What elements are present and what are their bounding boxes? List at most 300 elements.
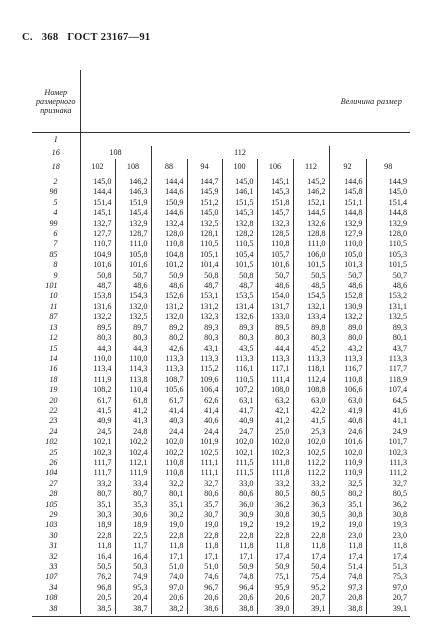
value-cell: 151,4 bbox=[388, 197, 408, 207]
feature-number: 23 bbox=[32, 416, 80, 426]
value-cell: 19,2 bbox=[222, 520, 257, 530]
table-row bbox=[32, 552, 410, 562]
value-cell: 63,1 bbox=[222, 396, 257, 406]
value-cell: 80,0 bbox=[329, 333, 366, 343]
feature-number: 30 bbox=[32, 531, 80, 541]
value-cell: 89,7 bbox=[115, 323, 151, 333]
value-cell: 146,1 bbox=[222, 187, 257, 197]
table-row bbox=[32, 510, 410, 520]
value-cell: 106,0 bbox=[293, 250, 329, 260]
value-cell: 22,8 bbox=[151, 531, 187, 541]
value-cell: 111,8 bbox=[257, 468, 293, 478]
value-cell: 110,8 bbox=[151, 468, 187, 478]
value-cell: 127,9 bbox=[329, 229, 366, 239]
header-line: размерного bbox=[35, 96, 76, 106]
value-cell: 41,3 bbox=[115, 416, 151, 426]
table-row bbox=[32, 385, 410, 395]
value-cell: 107,4 bbox=[388, 385, 408, 395]
value-cell: 144,5 bbox=[293, 208, 329, 218]
value-cell: 151,2 bbox=[187, 198, 222, 208]
size-code-header: 112 bbox=[293, 159, 329, 173]
table-row bbox=[32, 604, 410, 614]
value-cell: 80,3 bbox=[293, 333, 329, 343]
value-cell: 101,2 bbox=[151, 260, 187, 270]
value-cell: 144,8 bbox=[329, 208, 366, 218]
value-cell: 145,7 bbox=[257, 208, 293, 218]
table-row bbox=[32, 239, 410, 249]
value-cell: 102,4 bbox=[115, 448, 151, 458]
value-cell: 144,6 bbox=[151, 208, 187, 218]
feature-number: 10 bbox=[32, 291, 80, 301]
feature-number: 14 bbox=[32, 354, 80, 364]
table-row bbox=[32, 562, 410, 572]
value-cell: 22,8 bbox=[187, 531, 222, 541]
table-row bbox=[32, 173, 410, 187]
value-cell: 50,5 bbox=[80, 562, 115, 572]
value-cell: 48,7 bbox=[187, 281, 222, 291]
value-cell: 41,5 bbox=[293, 416, 329, 426]
value-cell: 41,9 bbox=[329, 406, 366, 416]
value-cell: 150,9 bbox=[151, 198, 187, 208]
value-cell: 153,1 bbox=[187, 291, 222, 301]
value-cell: 110,5 bbox=[222, 375, 257, 385]
value-cell: 110,9 bbox=[329, 458, 366, 468]
value-cell: 50,9 bbox=[222, 562, 257, 572]
value-cell: 80,7 bbox=[80, 489, 115, 499]
value-cell: 74,8 bbox=[329, 572, 366, 582]
value-cell: 113,3 bbox=[187, 354, 222, 364]
value-cell: 113,3 bbox=[293, 354, 329, 364]
value-cell: 41,5 bbox=[80, 406, 115, 416]
value-cell: 112,4 bbox=[293, 375, 329, 385]
value-cell: 132,4 bbox=[151, 219, 187, 229]
value-cell: 74,8 bbox=[222, 572, 257, 582]
value-cell: 144,4 bbox=[151, 173, 187, 187]
value-cell: 80,3 bbox=[257, 333, 293, 343]
value-cell: 112,2 bbox=[293, 468, 329, 478]
value-cell: 102,2 bbox=[115, 437, 151, 447]
table-row bbox=[32, 260, 410, 270]
value-cell: 128,0 bbox=[151, 229, 187, 239]
value-cell: 43,2 bbox=[329, 344, 366, 354]
value-cell: 89,8 bbox=[293, 323, 329, 333]
feature-number: 7 bbox=[32, 239, 80, 249]
value-cell: 80,3 bbox=[115, 333, 151, 343]
value-cell: 102,3 bbox=[80, 448, 115, 458]
value-cell: 61,7 bbox=[80, 396, 115, 406]
value-cell: 75,3 bbox=[392, 572, 408, 582]
value-cell: 127,7 bbox=[80, 229, 115, 239]
value-cell: 22,8 bbox=[222, 531, 257, 541]
value-cell: 11,8 bbox=[222, 541, 257, 551]
value-cell: 132,6 bbox=[293, 219, 329, 229]
value-cell: 102,5 bbox=[187, 448, 222, 458]
value-cell: 132,8 bbox=[222, 219, 257, 229]
value-cell: 102,0 bbox=[257, 437, 293, 447]
header-line: Номер bbox=[44, 87, 68, 97]
value-cell: 128,7 bbox=[115, 229, 151, 239]
value-cell: 61,7 bbox=[151, 396, 187, 406]
value-cell: 106,6 bbox=[329, 385, 366, 395]
value-cell: 24,5 bbox=[80, 427, 115, 437]
value-cell: 146,2 bbox=[293, 187, 329, 197]
value-cell: 19,2 bbox=[293, 520, 329, 530]
value-cell: 40,9 bbox=[80, 416, 115, 426]
value-cell: 63,0 bbox=[293, 396, 329, 406]
value-cell: 111,9 bbox=[115, 468, 151, 478]
value-cell: 22,8 bbox=[257, 531, 293, 541]
value-cell: 113,3 bbox=[257, 354, 293, 364]
value-cell: 39,0 bbox=[257, 604, 293, 614]
value-cell: 32,5 bbox=[329, 479, 366, 489]
value-cell: 132,7 bbox=[80, 219, 115, 229]
value-cell: 144,6 bbox=[329, 173, 366, 187]
value-cell: 16,4 bbox=[80, 552, 115, 562]
value-cell: 104,9 bbox=[80, 250, 115, 260]
value-cell: 41,1 bbox=[392, 416, 408, 426]
value-cell: 153,5 bbox=[222, 291, 257, 301]
size-code-header: 98 bbox=[384, 161, 393, 171]
value-cell: 41,2 bbox=[257, 416, 293, 426]
size-code-header: 100 bbox=[222, 159, 257, 173]
size-code-header: 88 bbox=[151, 159, 187, 173]
value-cell: 48,6 bbox=[329, 281, 366, 291]
value-cell: 19,0 bbox=[187, 520, 222, 530]
value-cell: 80,3 bbox=[187, 333, 222, 343]
value-cell: 145,0 bbox=[80, 173, 115, 187]
value-cell: 111,1 bbox=[187, 468, 222, 478]
value-cell: 32,7 bbox=[392, 478, 408, 488]
feature-number: 8 bbox=[32, 260, 80, 270]
value-cell: 38,7 bbox=[115, 604, 151, 614]
feature-number: 34 bbox=[32, 583, 80, 593]
value-cell: 110,0 bbox=[80, 354, 115, 364]
table-row bbox=[32, 198, 410, 208]
value-cell: 132,0 bbox=[115, 302, 151, 312]
value-cell: 19,3 bbox=[392, 520, 408, 530]
value-cell: 11,8 bbox=[151, 541, 187, 551]
feature-number: 20 bbox=[32, 396, 80, 406]
table-row bbox=[32, 406, 410, 416]
value-cell: 113,3 bbox=[388, 353, 408, 363]
first-column-header bbox=[32, 70, 80, 133]
table-row bbox=[32, 281, 410, 291]
table-row bbox=[32, 354, 410, 364]
table-row bbox=[32, 437, 410, 447]
value-cell: 154,5 bbox=[293, 291, 329, 301]
value-cell: 48,6 bbox=[392, 281, 408, 291]
value-cell: 51,0 bbox=[151, 562, 187, 572]
feature-number: 16 bbox=[32, 364, 80, 374]
table-row bbox=[32, 291, 410, 301]
value-cell: 110,0 bbox=[115, 354, 151, 364]
value-cell: 131,4 bbox=[222, 302, 257, 312]
value-cell: 51,0 bbox=[187, 562, 222, 572]
value-cell: 30,8 bbox=[329, 510, 366, 520]
value-cell: 36,0 bbox=[222, 500, 257, 510]
value-cell: 111,9 bbox=[80, 375, 115, 385]
value-cell: 50,7 bbox=[115, 271, 151, 281]
value-cell: 41,2 bbox=[115, 406, 151, 416]
value-cell: 102,0 bbox=[151, 437, 187, 447]
value-cell: 17,1 bbox=[151, 552, 187, 562]
value-cell: 18,9 bbox=[115, 520, 151, 530]
value-cell: 22,8 bbox=[293, 531, 329, 541]
value-cell: 40,6 bbox=[187, 416, 222, 426]
value-cell: 102,1 bbox=[80, 437, 115, 447]
value-cell: 113,3 bbox=[151, 354, 187, 364]
value-cell: 145,0 bbox=[187, 208, 222, 218]
value-cell: 89,0 bbox=[329, 323, 366, 333]
value-cell: 132,3 bbox=[257, 219, 293, 229]
value-cell: 89,3 bbox=[187, 323, 222, 333]
value-cell: 133,4 bbox=[293, 312, 329, 322]
value-cell: 11,8 bbox=[393, 541, 408, 551]
value-cell: 20,5 bbox=[80, 593, 115, 603]
value-cell: 111,4 bbox=[257, 375, 293, 385]
table-row bbox=[32, 344, 410, 354]
value-cell: 132,9 bbox=[388, 218, 408, 228]
value-cell: 48,6 bbox=[257, 281, 293, 291]
value-cell: 50,7 bbox=[329, 271, 366, 281]
value-cell: 19,0 bbox=[151, 520, 187, 530]
value-cell: 95,2 bbox=[293, 583, 329, 593]
value-cell: 111,8 bbox=[257, 458, 293, 468]
value-cell: 76,2 bbox=[80, 572, 115, 582]
value-cell: 80,5 bbox=[257, 489, 293, 499]
value-cell: 111,7 bbox=[80, 468, 115, 478]
value-cell: 30,5 bbox=[293, 510, 329, 520]
value-cell: 11,8 bbox=[257, 541, 293, 551]
value-cell: 30,2 bbox=[151, 510, 187, 520]
feature-number: 98 bbox=[32, 187, 80, 197]
value-cell: 80,1 bbox=[392, 333, 408, 343]
value-cell: 104,8 bbox=[151, 250, 187, 260]
table-row bbox=[32, 416, 410, 426]
value-cell: 20,6 bbox=[187, 593, 222, 603]
value-cell: 80,7 bbox=[115, 489, 151, 499]
blank-cell bbox=[80, 133, 410, 147]
value-cell: 128,2 bbox=[222, 229, 257, 239]
value-cell: 113,8 bbox=[115, 375, 151, 385]
value-cell: 102,0 bbox=[329, 448, 366, 458]
table-row bbox=[32, 500, 410, 510]
value-cell: 102,3 bbox=[257, 448, 293, 458]
value-cell: 36,3 bbox=[293, 500, 329, 510]
value-cell: 118,1 bbox=[293, 364, 329, 374]
value-cell: 25,3 bbox=[293, 427, 329, 437]
table-row-codes bbox=[32, 159, 410, 173]
value-cell: 145,4 bbox=[115, 208, 151, 218]
value-cell: 133,0 bbox=[257, 312, 293, 322]
value-cell: 128,8 bbox=[293, 229, 329, 239]
feature-number: 19 bbox=[32, 385, 80, 395]
value-cell: 102,1 bbox=[222, 448, 257, 458]
feature-number: 108 bbox=[32, 593, 80, 603]
value-cell: 35,1 bbox=[80, 500, 115, 510]
value-cell: 50,8 bbox=[187, 271, 222, 281]
value-cell: 19,0 bbox=[329, 520, 366, 530]
feature-number: 33 bbox=[32, 562, 80, 572]
value-cell: 80,5 bbox=[392, 489, 408, 499]
table-row bbox=[32, 572, 410, 582]
value-cell: 113,4 bbox=[80, 364, 115, 374]
value-cell: 131,1 bbox=[388, 301, 408, 311]
value-cell: 50,4 bbox=[293, 562, 329, 572]
value-cell: 110,8 bbox=[329, 375, 366, 385]
value-cell: 132,9 bbox=[115, 219, 151, 229]
value-cell: 95,9 bbox=[257, 583, 293, 593]
value-cell: 75,4 bbox=[293, 572, 329, 582]
code-row-label: 18 bbox=[32, 159, 80, 173]
value-cell: 89,3 bbox=[222, 323, 257, 333]
value-cell: 44,3 bbox=[115, 344, 151, 354]
value-cell: 61,8 bbox=[115, 396, 151, 406]
value-cell: 74,9 bbox=[115, 572, 151, 582]
feature-number: 101 bbox=[32, 281, 80, 291]
value-cell: 116,7 bbox=[329, 364, 366, 374]
table-row bbox=[32, 448, 410, 458]
value-cell: 145,8 bbox=[329, 187, 366, 197]
value-cell: 111,2 bbox=[389, 468, 408, 478]
value-cell: 39,1 bbox=[293, 604, 329, 614]
value-cell: 102,0 bbox=[293, 437, 329, 447]
value-cell: 107,2 bbox=[222, 385, 257, 395]
value-cell: 50,9 bbox=[151, 271, 187, 281]
value-cell: 35,1 bbox=[151, 500, 187, 510]
value-cell: 11,8 bbox=[187, 541, 222, 551]
rule-cell bbox=[32, 614, 410, 617]
value-cell: 96,7 bbox=[187, 583, 222, 593]
value-cell: 105,6 bbox=[151, 385, 187, 395]
table-row bbox=[32, 364, 410, 374]
table-row bbox=[32, 427, 410, 437]
feature-number: 9 bbox=[32, 271, 80, 281]
value-cell: 30,3 bbox=[80, 510, 115, 520]
value-cell: 40,9 bbox=[222, 416, 257, 426]
value-cell: 144,9 bbox=[388, 177, 408, 186]
page-number: 368 bbox=[41, 32, 59, 43]
value-cell: 16,4 bbox=[115, 552, 151, 562]
value-cell: 108,8 bbox=[293, 385, 329, 395]
value-cell: 41,7 bbox=[222, 406, 257, 416]
value-cell: 23,0 bbox=[392, 530, 408, 540]
feature-number: 87 bbox=[32, 312, 80, 322]
feature-number: 26 bbox=[32, 458, 80, 468]
value-cell: 101,3 bbox=[329, 260, 366, 270]
value-cell: 30,6 bbox=[115, 510, 151, 520]
value-cell: 50,5 bbox=[293, 271, 329, 281]
value-cell: 17,4 bbox=[329, 552, 366, 562]
value-cell: 153,8 bbox=[80, 291, 115, 301]
feature-number: 29 bbox=[32, 510, 80, 520]
feature-number: 103 bbox=[32, 520, 80, 530]
value-cell: 105,1 bbox=[187, 250, 222, 260]
value-cell: 17,1 bbox=[187, 552, 222, 562]
value-cell: 24,9 bbox=[392, 426, 408, 436]
value-cell: 113,3 bbox=[222, 354, 257, 364]
size-code-header: 106 bbox=[257, 159, 293, 173]
value-cell: 80,1 bbox=[151, 489, 187, 499]
table-row bbox=[32, 312, 410, 322]
value-cell: 145,3 bbox=[222, 208, 257, 218]
value-cell: 110,5 bbox=[187, 239, 222, 249]
row-label-i: I bbox=[32, 133, 80, 147]
value-cell: 25,0 bbox=[257, 427, 293, 437]
feature-number: 15 bbox=[32, 344, 80, 354]
feature-number: 11 bbox=[32, 302, 80, 312]
feature-number: 12 bbox=[32, 333, 80, 343]
value-cell: 48,7 bbox=[222, 281, 257, 291]
group-row-label: 16 bbox=[32, 146, 80, 159]
value-cell: 48,7 bbox=[80, 281, 115, 291]
value-cell: 101,6 bbox=[329, 437, 366, 447]
value-cell: 102,0 bbox=[222, 437, 257, 447]
value-cell: 108,2 bbox=[80, 385, 115, 395]
feature-number: 99 bbox=[32, 219, 80, 229]
value-cell: 151,9 bbox=[115, 198, 151, 208]
value-cell: 111,1 bbox=[187, 458, 222, 468]
table-row bbox=[32, 302, 410, 312]
value-cell: 128,0 bbox=[388, 229, 408, 239]
value-cell: 109,6 bbox=[187, 375, 222, 385]
value-column-header: Величина размер bbox=[80, 70, 410, 133]
value-cell: 89,3 bbox=[392, 322, 408, 332]
group-header: 108 bbox=[80, 146, 151, 159]
table-row bbox=[32, 479, 410, 489]
value-cell: 20,7 bbox=[392, 593, 408, 603]
value-cell: 33,4 bbox=[115, 479, 151, 489]
value-cell: 144,7 bbox=[187, 173, 222, 187]
value-cell: 110,8 bbox=[151, 239, 187, 249]
value-cell: 105,8 bbox=[115, 250, 151, 260]
value-cell: 42,2 bbox=[293, 406, 329, 416]
table-row bbox=[32, 458, 410, 468]
value-cell: 110,5 bbox=[388, 239, 408, 249]
table-row bbox=[32, 520, 410, 530]
value-cell: 42,1 bbox=[257, 406, 293, 416]
value-cell: 24,8 bbox=[115, 427, 151, 437]
value-cell: 89,5 bbox=[80, 323, 115, 333]
value-cell: 51,3 bbox=[392, 562, 408, 572]
table-row bbox=[32, 219, 410, 229]
value-cell: 144,6 bbox=[151, 187, 187, 197]
value-cell: 11,8 bbox=[80, 541, 115, 551]
value-cell: 145,1 bbox=[257, 173, 293, 187]
value-cell: 41,6 bbox=[392, 405, 408, 415]
value-cell: 151,4 bbox=[80, 198, 115, 208]
value-cell: 33,2 bbox=[293, 479, 329, 489]
value-cell: 111,5 bbox=[222, 468, 257, 478]
value-cell: 43,7 bbox=[392, 343, 408, 353]
feature-number: 104 bbox=[32, 468, 80, 478]
table-row bbox=[32, 593, 410, 603]
value-cell: 132,1 bbox=[293, 302, 329, 312]
feature-number: 4 bbox=[32, 208, 80, 218]
value-cell: 33,0 bbox=[222, 479, 257, 489]
table-row bbox=[32, 208, 410, 218]
value-cell: 30,7 bbox=[187, 510, 222, 520]
value-cell: 101,7 bbox=[388, 437, 408, 447]
value-cell: 20,7 bbox=[293, 593, 329, 603]
value-cell: 105,7 bbox=[257, 250, 293, 260]
value-cell: 110,0 bbox=[329, 239, 366, 249]
value-cell: 101,6 bbox=[80, 260, 115, 270]
value-cell: 11,7 bbox=[115, 541, 151, 551]
value-cell: 131,2 bbox=[187, 302, 222, 312]
value-cell: 110,8 bbox=[151, 458, 187, 468]
feature-number: 28 bbox=[32, 489, 80, 499]
